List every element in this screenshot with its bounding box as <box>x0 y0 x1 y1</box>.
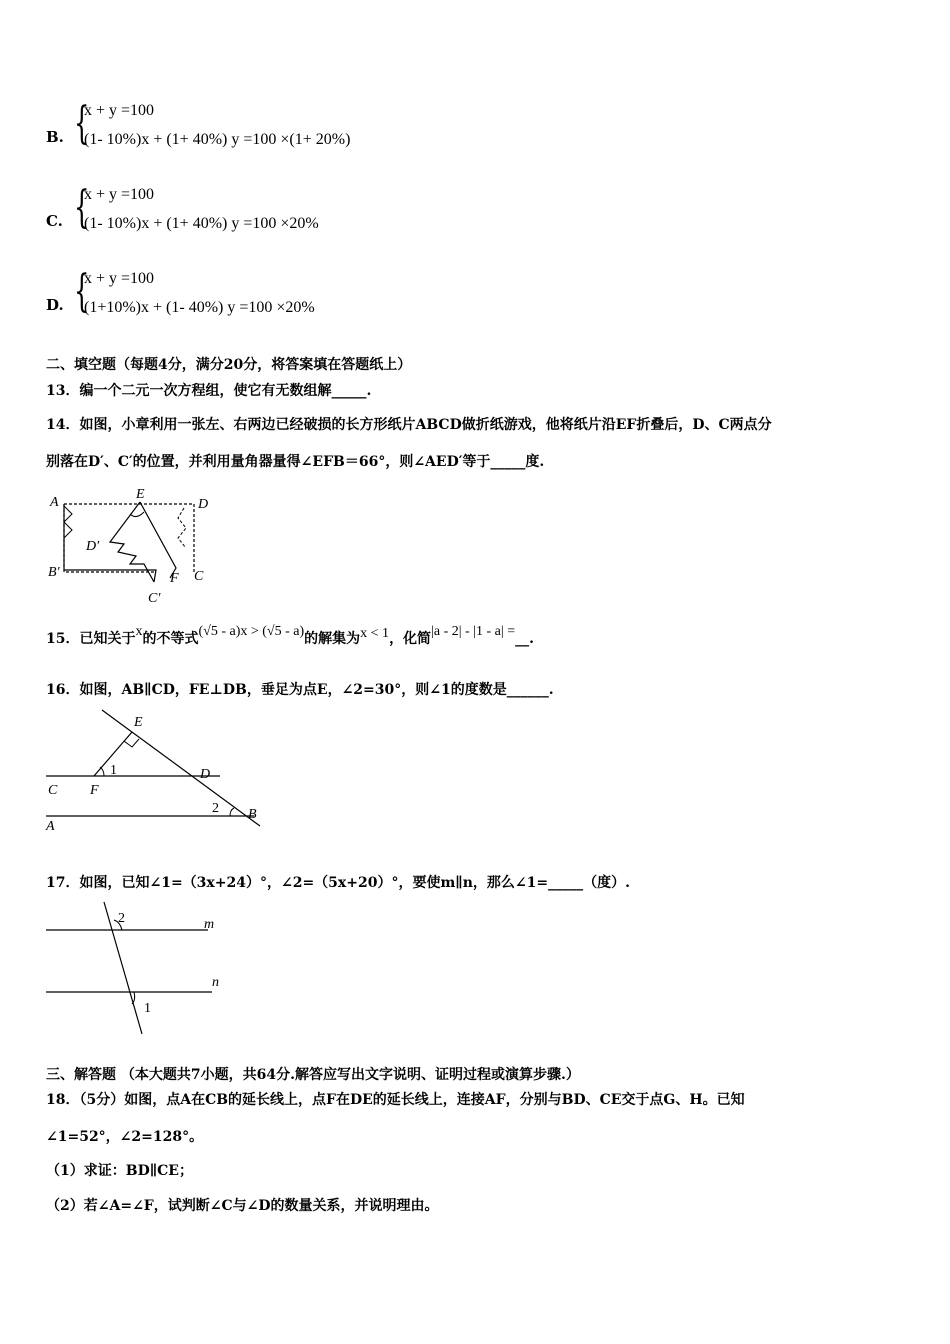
question-15 <box>46 624 534 648</box>
fig17-label-n: n <box>212 975 219 990</box>
q15-mid2: 的解集为 <box>304 631 361 647</box>
fig16-line-db <box>102 710 260 826</box>
option-c-system <box>74 184 434 244</box>
option-d-eq2: (1+10%)x + (1- 40%) y =100 ×20% <box>84 299 315 316</box>
option-b-label: B. <box>46 128 64 146</box>
fig14-label-dprime: D′ <box>86 539 100 554</box>
option-c-eq1: x + y =100 <box>84 186 155 203</box>
fig16-right-angle <box>124 739 139 747</box>
question-13: 13．编一个二元一次方程组，使它有无数组解_____. <box>46 383 372 399</box>
figure-14 <box>44 484 224 606</box>
section3-heading: 三、解答题 （本大题共7小题，共64分.解答应写出文字说明、证明过程或演算步骤.） <box>46 1067 580 1083</box>
option-b-system <box>74 100 434 160</box>
fig16-label-c: C <box>48 783 58 798</box>
brace: { <box>74 182 90 233</box>
question-18-line2: ∠1=52°，∠2=128°。 <box>46 1129 204 1145</box>
fig14-label-a: A <box>50 495 59 510</box>
brace: { <box>74 98 90 149</box>
fig16-label-d: D <box>200 767 211 782</box>
option-d-label: D. <box>46 296 64 314</box>
fig14-label-cprime: C′ <box>148 591 161 606</box>
option-d-system <box>74 268 434 328</box>
figure-16 <box>40 704 270 838</box>
option-b-eq1: x + y =100 <box>84 102 155 119</box>
q15-inequality: (√5 - a)x > (√5 - a) <box>198 624 305 639</box>
question-16: 16．如图，AB∥CD，FE⊥DB，垂足为点E，∠2=30°，则∠1的度数是______. <box>46 682 554 698</box>
question-18-line1: 18．（5分）如图，点A在CB的延长线上，点F在DE的延长线上，连接AF，分别与BD、CE交于点G、H。已知 <box>46 1092 745 1108</box>
q15-mid: 的不等式 <box>142 631 199 647</box>
q15-mid3: ，化简 <box>389 631 432 647</box>
question-14-line2: 别落在D′、C′的位置，并利用量角器量得∠EFB＝66°，则∠AED′等于_____度. <box>46 454 545 470</box>
q15-solution: x < 1 <box>360 626 390 641</box>
question-14-line1: 14．如图，小章利用一张左、右两边已经破损的长方形纸片ABCD做折纸游戏，他将纸片沿EF折叠后，D、C两点分 <box>46 417 772 433</box>
q15-pre: 15．已知关于 <box>46 631 136 647</box>
brace: { <box>74 266 90 317</box>
question-18-part1: （1）求证：BD∥CE； <box>46 1163 193 1179</box>
fig14-label-f: F <box>170 571 179 586</box>
fig14-label-b: B′ <box>48 565 60 580</box>
fig16-angle2-arc <box>230 808 234 816</box>
fig14-label-d: D <box>198 497 209 512</box>
fig16-label-a: A <box>46 819 55 834</box>
fig14-rect-dashed <box>64 504 194 572</box>
figure-17 <box>40 898 240 1038</box>
fig16-label-b: B <box>248 807 257 822</box>
fig16-label-f: F <box>90 783 99 798</box>
q15-var: x <box>135 624 143 639</box>
fig17-label-2: 2 <box>118 911 125 926</box>
fig16-label-1: 1 <box>110 763 117 778</box>
fig17-label-1: 1 <box>144 1001 151 1016</box>
fig14-torn-right <box>178 508 186 548</box>
q15-end: __. <box>515 631 534 647</box>
fig17-label-m: m <box>204 917 215 932</box>
fig16-label-e: E <box>134 715 143 730</box>
fig14-torn-left <box>64 506 72 538</box>
option-d-eq1: x + y =100 <box>84 270 155 287</box>
option-b-eq2: (1- 10%)x + (1+ 40%) y =100 ×(1+ 20%) <box>84 131 351 148</box>
question-18-part2: （2）若∠A=∠F，试判断∠C与∠D的数量关系，并说明理由。 <box>46 1198 439 1214</box>
option-c-label: C. <box>46 212 63 230</box>
q15-expression: |a - 2| - |1 - a| = <box>431 624 516 639</box>
fig14-label-e: E <box>136 487 145 502</box>
fig16-label-2: 2 <box>212 801 219 816</box>
fig14-label-c: C <box>194 569 204 584</box>
section2-heading: 二、填空题（每题4分，满分20分，将答案填在答题纸上） <box>46 357 412 373</box>
option-c-eq2: (1- 10%)x + (1+ 40%) y =100 ×20% <box>84 215 319 232</box>
question-17: 17．如图，已知∠1=（3x+24）°，∠2=（5x+20）°，要使m∥n，那么∠1=_____（度）. <box>46 875 630 891</box>
